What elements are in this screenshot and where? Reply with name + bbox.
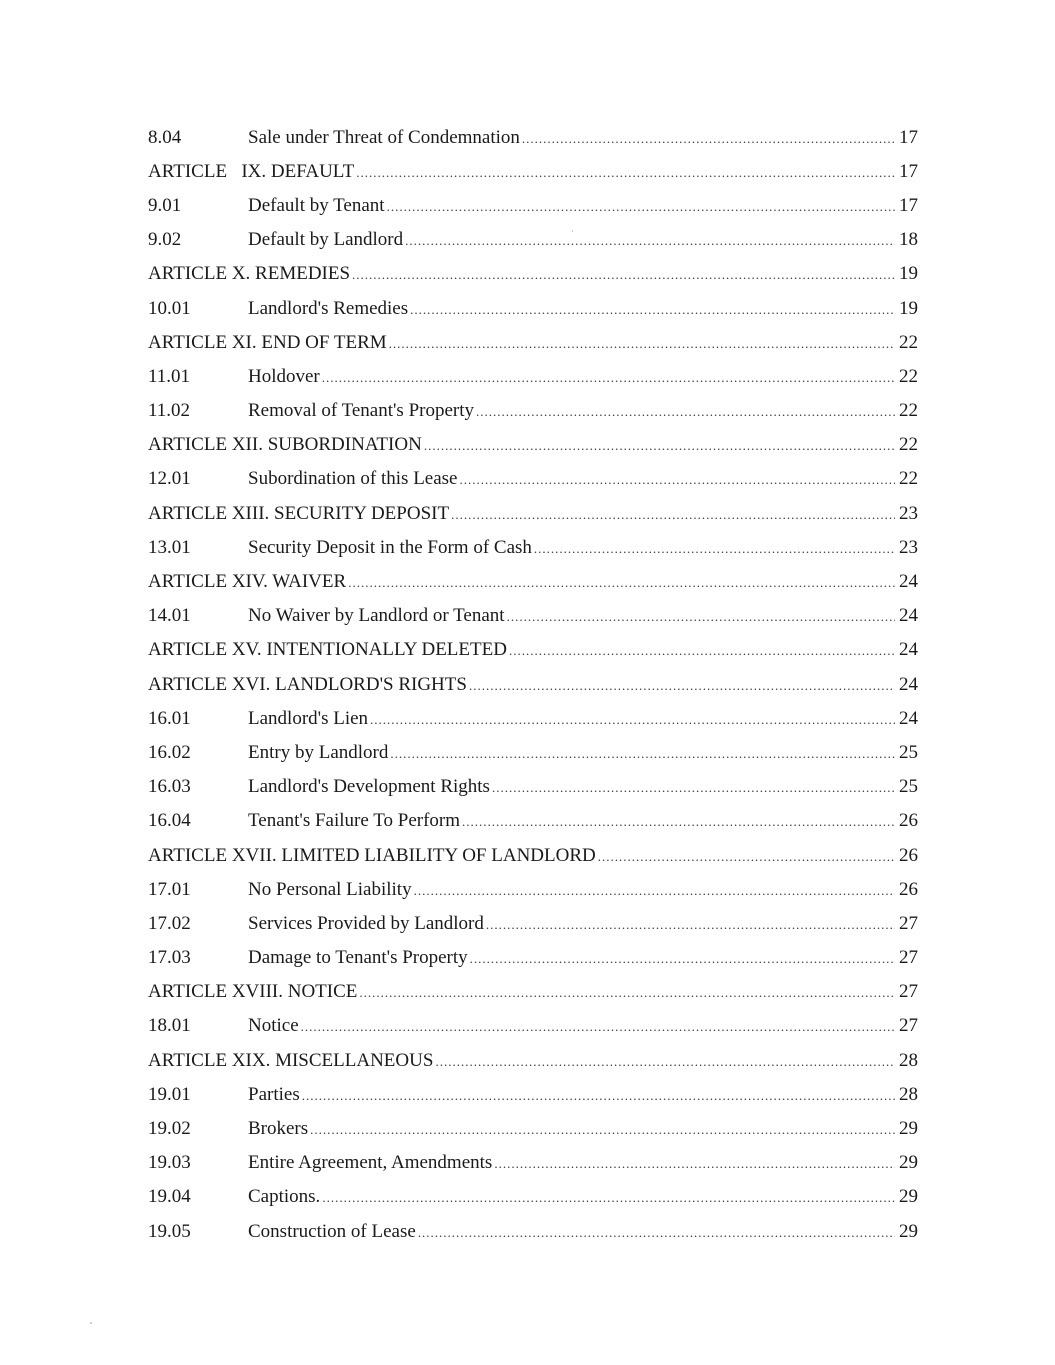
dot-leader	[418, 1226, 895, 1239]
toc-article-entry	[148, 428, 918, 462]
article-title: ARTICLE IX. DEFAULT	[148, 161, 355, 181]
page-number: 17	[899, 194, 918, 216]
toc-section-entry	[148, 1180, 918, 1214]
section-number: 8.04	[148, 126, 182, 148]
section-title: Default by Landlord	[248, 230, 404, 250]
entry-title-leader	[148, 504, 895, 523]
dot-leader	[405, 234, 895, 247]
scan-speck	[572, 230, 573, 232]
article-title: ARTICLE XVIII. NOTICE	[148, 982, 358, 1002]
section-number: 17.02	[148, 912, 191, 934]
entry-title-leader	[148, 264, 895, 283]
page-number: 27	[899, 947, 918, 969]
toc-section-entry	[148, 1077, 918, 1111]
dot-leader	[507, 610, 895, 623]
entry-title-leader	[248, 230, 895, 249]
page-number: 22	[899, 400, 918, 422]
section-number: 14.01	[148, 605, 191, 627]
dot-leader	[469, 679, 895, 692]
entry-title-leader	[248, 1085, 895, 1104]
page-number: 25	[899, 776, 918, 798]
section-title: Services Provided by Landlord	[248, 913, 484, 933]
dot-leader	[410, 303, 895, 316]
toc-section-entry	[148, 462, 918, 496]
section-number: 16.03	[148, 776, 191, 798]
toc-section-entry	[148, 1009, 918, 1043]
section-title: Landlord's Development Rights	[248, 777, 490, 797]
dot-leader	[460, 473, 896, 486]
section-title: Security Deposit in the Form of Cash	[248, 537, 532, 557]
article-title: ARTICLE XIV. WAIVER	[148, 572, 347, 592]
table-of-contents	[148, 120, 918, 1248]
entry-title-leader	[148, 162, 895, 181]
section-number: 19.03	[148, 1152, 191, 1174]
article-title: ARTICLE XV. INTENTIONALLY DELETED	[148, 640, 507, 660]
page-number: 29	[899, 1152, 918, 1174]
article-title: ARTICLE XI. END OF TERM	[148, 332, 387, 352]
toc-section-entry	[148, 359, 918, 393]
dot-leader	[390, 747, 895, 760]
entry-title-leader	[248, 914, 895, 933]
entry-title-leader	[148, 846, 895, 865]
section-number: 16.02	[148, 741, 191, 763]
toc-article-entry	[148, 154, 918, 188]
toc-article-entry	[148, 975, 918, 1009]
section-number: 12.01	[148, 468, 191, 490]
dot-leader	[370, 713, 895, 726]
entry-title-leader	[248, 1187, 895, 1206]
entry-title-leader	[248, 811, 895, 830]
toc-article-entry	[148, 838, 918, 872]
section-title: Landlord's Lien	[248, 708, 369, 728]
section-number: 13.01	[148, 536, 191, 558]
dot-leader	[462, 815, 895, 828]
page-number: 26	[899, 810, 918, 832]
section-number: 16.01	[148, 707, 191, 729]
dot-leader	[389, 337, 895, 350]
page-number: 27	[899, 912, 918, 934]
section-title: Notice	[248, 1016, 299, 1036]
toc-section-entry	[148, 906, 918, 940]
entry-title-leader	[148, 333, 895, 352]
section-title: Default by Tenant	[248, 195, 385, 215]
dot-leader	[509, 644, 895, 657]
toc-section-entry	[148, 394, 918, 428]
section-title: Brokers	[248, 1119, 309, 1139]
toc-section-entry	[148, 223, 918, 257]
section-number: 18.01	[148, 1015, 191, 1037]
page-number: 27	[899, 1015, 918, 1037]
toc-section-entry	[148, 599, 918, 633]
dot-leader	[435, 1055, 895, 1068]
dot-leader	[387, 200, 895, 213]
section-title: Sale under Threat of Condemnation	[248, 127, 520, 147]
dot-leader	[356, 166, 895, 179]
toc-article-entry	[148, 667, 918, 701]
page-number: 23	[899, 502, 918, 524]
toc-article-entry	[148, 257, 918, 291]
entry-title-leader	[148, 572, 895, 591]
page-number: 26	[899, 844, 918, 866]
entry-title-leader	[248, 1222, 895, 1241]
page-number: 23	[899, 536, 918, 558]
dot-leader	[348, 576, 895, 589]
entry-title-leader	[248, 128, 895, 147]
page-number: 29	[899, 1186, 918, 1208]
section-title: Holdover	[248, 366, 320, 386]
page-number: 22	[899, 468, 918, 490]
section-title: No Waiver by Landlord or Tenant	[248, 606, 505, 626]
section-number: 17.01	[148, 878, 191, 900]
dot-leader	[322, 1191, 895, 1204]
toc-article-entry	[148, 325, 918, 359]
page-number: 19	[899, 263, 918, 285]
article-title: ARTICLE X. REMEDIES	[148, 264, 351, 284]
toc-article-entry	[148, 564, 918, 598]
article-title: ARTICLE XII. SUBORDINATION	[148, 435, 422, 455]
section-number: 11.01	[148, 365, 191, 387]
page-number: 22	[899, 434, 918, 456]
toc-section-entry	[148, 188, 918, 222]
toc-article-entry	[148, 496, 918, 530]
dot-leader	[494, 1157, 895, 1170]
dot-leader	[301, 1020, 895, 1033]
dot-leader	[470, 952, 895, 965]
section-number: 9.02	[148, 229, 182, 251]
page-number: 22	[899, 365, 918, 387]
toc-section-entry	[148, 804, 918, 838]
section-number: 16.04	[148, 810, 191, 832]
page-number: 29	[899, 1220, 918, 1242]
dot-leader	[522, 132, 895, 145]
entry-title-leader	[148, 1051, 895, 1070]
page-number: 17	[899, 160, 918, 182]
dot-leader	[414, 884, 895, 897]
section-number: 19.05	[148, 1220, 191, 1242]
page-number: 28	[899, 1049, 918, 1071]
section-title: Captions.	[248, 1187, 321, 1207]
section-title: Damage to Tenant's Property	[248, 948, 468, 968]
page-number: 22	[899, 331, 918, 353]
section-title: Tenant's Failure To Perform	[248, 811, 461, 831]
entry-title-leader	[248, 1016, 895, 1035]
entry-title-leader	[248, 538, 895, 557]
section-title: Entry by Landlord	[248, 742, 389, 762]
toc-section-entry	[148, 735, 918, 769]
toc-section-entry	[148, 291, 918, 325]
entry-title-leader	[248, 606, 895, 625]
entry-title-leader	[248, 709, 895, 728]
section-title: Removal of Tenant's Property	[248, 401, 475, 421]
page-number: 18	[899, 229, 918, 251]
section-title: Landlord's Remedies	[248, 298, 409, 318]
page-number: 24	[899, 639, 918, 661]
scan-speck	[90, 1322, 92, 1324]
section-title: Subordination of this Lease	[248, 469, 458, 489]
section-number: 19.04	[148, 1186, 191, 1208]
section-number: 11.02	[148, 400, 191, 422]
toc-section-entry	[148, 1214, 918, 1248]
entry-title-leader	[248, 196, 895, 215]
entry-title-leader	[148, 640, 895, 659]
entry-title-leader	[248, 880, 895, 899]
entry-title-leader	[248, 401, 895, 420]
page-number: 25	[899, 741, 918, 763]
page-number: 27	[899, 981, 918, 1003]
section-title: No Personal Liability	[248, 879, 412, 899]
toc-section-entry	[148, 120, 918, 154]
article-title: ARTICLE XIII. SECURITY DEPOSIT	[148, 503, 450, 523]
section-number: 17.03	[148, 947, 191, 969]
dot-leader	[424, 439, 895, 452]
dot-leader	[310, 1123, 895, 1136]
article-title: ARTICLE XVII. LIMITED LIABILITY OF LANDLORD	[148, 845, 596, 865]
page-number: 28	[899, 1083, 918, 1105]
entry-title-leader	[148, 675, 895, 694]
page-number: 24	[899, 605, 918, 627]
entry-title-leader	[248, 1119, 895, 1138]
entry-title-leader	[148, 982, 895, 1001]
section-number: 19.02	[148, 1118, 191, 1140]
section-number: 19.01	[148, 1083, 191, 1105]
dot-leader	[451, 508, 895, 521]
dot-leader	[476, 405, 895, 418]
entry-title-leader	[248, 299, 895, 318]
toc-section-entry	[148, 530, 918, 564]
dot-leader	[486, 918, 895, 931]
section-title: Entire Agreement, Amendments	[248, 1153, 493, 1173]
entry-title-leader	[248, 777, 895, 796]
toc-article-entry	[148, 1043, 918, 1077]
entry-title-leader	[248, 367, 895, 386]
entry-title-leader	[248, 948, 895, 967]
section-number: 10.01	[148, 297, 191, 319]
toc-section-entry	[148, 1146, 918, 1180]
section-title: Construction of Lease	[248, 1221, 416, 1241]
toc-section-entry	[148, 770, 918, 804]
toc-section-entry	[148, 1111, 918, 1145]
toc-section-entry	[148, 701, 918, 735]
dot-leader	[598, 850, 895, 863]
page-number: 17	[899, 126, 918, 148]
dot-leader	[492, 781, 895, 794]
article-title: ARTICLE XIX. MISCELLANEOUS	[148, 1050, 434, 1070]
section-number: 9.01	[148, 194, 182, 216]
toc-article-entry	[148, 633, 918, 667]
dot-leader	[534, 542, 895, 555]
page-number: 19	[899, 297, 918, 319]
page-number: 24	[899, 673, 918, 695]
toc-section-entry	[148, 941, 918, 975]
dot-leader	[359, 986, 895, 999]
section-title: Parties	[248, 1084, 300, 1104]
entry-title-leader	[248, 469, 895, 488]
dot-leader	[352, 268, 895, 281]
page-number: 24	[899, 571, 918, 593]
page-number: 24	[899, 707, 918, 729]
entry-title-leader	[248, 1153, 895, 1172]
article-title: ARTICLE XVI. LANDLORD'S RIGHTS	[148, 674, 467, 694]
dot-leader	[322, 371, 895, 384]
entry-title-leader	[148, 435, 895, 454]
dot-leader	[302, 1089, 895, 1102]
toc-section-entry	[148, 872, 918, 906]
page-number: 26	[899, 878, 918, 900]
entry-title-leader	[248, 743, 895, 762]
page-number: 29	[899, 1118, 918, 1140]
